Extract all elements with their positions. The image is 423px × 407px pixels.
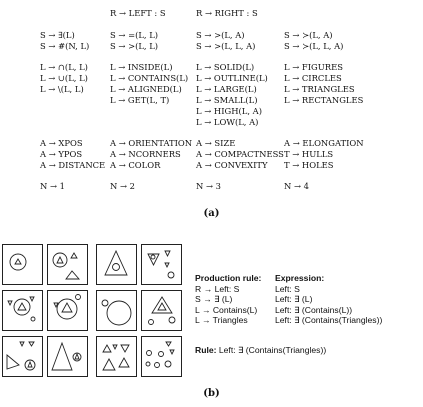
grammar-row (0, 149, 423, 160)
triangle-icon (30, 297, 34, 301)
caption-b: (b) (203, 388, 220, 399)
triangle-icon (20, 342, 24, 346)
right-panel-6 (141, 336, 182, 377)
rule-value: Left: ∃ (Contains(Triangles)) (218, 345, 327, 355)
right-panel-4 (141, 290, 182, 331)
grammar-cell: T → HOLES (284, 160, 334, 170)
circle-icon (146, 362, 150, 366)
grammar-cell: N → 2 (110, 181, 135, 191)
circle-icon (159, 352, 164, 357)
expression: Left: ∃ (Contains(Triangles)) (275, 315, 383, 325)
grammar-row (0, 41, 423, 52)
triangle-icon (57, 257, 63, 263)
final-rule (195, 345, 326, 356)
grammar-cell: A → COMPACTNESS (196, 149, 284, 159)
grammar-cell: L → LOW(L, A) (196, 117, 259, 127)
triangle-icon (29, 342, 34, 346)
triangle-icon (7, 355, 19, 369)
circle-icon (155, 363, 160, 368)
grammar-cell: A → ORIENTATION (110, 138, 193, 148)
grammar-row (0, 8, 423, 19)
triangle-icon (66, 271, 79, 279)
grammar-cell: L → ALIGNED(L) (110, 84, 182, 94)
grammar-row (0, 73, 423, 84)
production-rule: L → Triangles (195, 315, 248, 325)
grammar-cell: N → 1 (40, 181, 65, 191)
grammar-cell: N → 4 (284, 181, 309, 191)
grammar-cell: L → ∩(L, L) (40, 62, 88, 72)
grammar-cell: L → INSIDE(L) (110, 62, 173, 72)
grammar-cell: T → HULLS (284, 149, 334, 159)
triangle-icon (103, 345, 111, 352)
grammar-cell: A → DISTANCE (40, 160, 106, 170)
grammar-cell: S → =(L, L) (110, 30, 159, 40)
grammar-row (0, 181, 423, 192)
left-panel-3 (2, 290, 43, 331)
grammar-cell: S → >(L, A) (196, 30, 245, 40)
grammar-row (0, 138, 423, 149)
grammar-cell: L → GET(L, T) (110, 95, 170, 105)
grammar-cell: L → OUTLINE(L) (196, 73, 268, 83)
grammar-row (0, 106, 423, 117)
circle-icon (14, 299, 30, 315)
grammar-cell: S → >(L, L) (110, 41, 159, 51)
triangle-icon (28, 362, 32, 367)
grammar-cell: L → RECTANGLES (284, 95, 364, 105)
expression: Left: ∃ (Contains(L)) (275, 304, 353, 315)
triangle-icon (103, 359, 115, 370)
triangle-icon (113, 345, 117, 349)
expression-header: Expression: (275, 273, 325, 283)
production-column (195, 273, 261, 326)
expression: Left: ∃ (L) (275, 294, 313, 304)
circle-icon (168, 272, 174, 278)
triangle-icon (62, 303, 72, 312)
left-panel-5 (2, 336, 43, 377)
triangle-icon (105, 251, 127, 275)
circle-icon (151, 255, 155, 259)
grammar-cell: L → CONTAINS(L) (110, 73, 189, 83)
triangle-icon (165, 263, 169, 267)
circle-icon (102, 300, 108, 306)
right-panel-2 (141, 244, 182, 285)
triangle-icon (15, 259, 21, 264)
circle-icon (10, 254, 26, 270)
grammar-cell: A → XPOS (40, 138, 83, 148)
circle-icon (149, 320, 154, 325)
grammar-cell: L → ∪(L, L) (40, 73, 88, 83)
grammar-cell: L → FIGURES (284, 62, 343, 72)
left-panel-1 (2, 244, 43, 285)
grammar-cell: R → LEFT : S (110, 8, 166, 18)
triangle-icon (158, 303, 166, 310)
production-rule: L → Contains(L) (195, 304, 258, 315)
grammar-cell: L → SMALL(L) (196, 95, 258, 105)
grammar-row (0, 62, 423, 73)
triangle-icon (166, 342, 171, 346)
grammar-cell: L → TRIANGLES (284, 84, 355, 94)
grammar-row (0, 117, 423, 128)
grammar-row (0, 30, 423, 41)
circle-icon (113, 264, 120, 271)
grammar-cell: A → NCORNERS (110, 149, 181, 159)
circle-icon (76, 295, 81, 300)
expression: Left: S (275, 283, 300, 294)
right-panel-1 (96, 244, 137, 285)
grammar-row (0, 84, 423, 95)
grammar-cell: A → SIZE (196, 138, 236, 148)
right-panel-3 (96, 290, 137, 331)
grammar-cell: L → CIRCLES (284, 73, 342, 83)
left-panel-6 (47, 336, 88, 377)
circle-icon (107, 301, 131, 325)
grammar-cell: N → 3 (196, 181, 221, 191)
triangle-icon (148, 254, 159, 265)
rule-label: Rule: (195, 345, 217, 355)
circle-icon (147, 351, 152, 356)
grammar-cell: S → ∃(L) (40, 30, 75, 40)
caption-a: (a) (203, 208, 220, 219)
grammar-cell: A → ELONGATION (284, 138, 364, 148)
circle-icon (169, 317, 175, 323)
grammar-cell: S → >(L, L, A) (196, 41, 256, 51)
grammar-row (0, 160, 423, 171)
triangle-icon (152, 297, 172, 313)
triangle-icon (18, 303, 26, 310)
right-panel-5 (96, 336, 137, 377)
circle-icon (57, 299, 77, 319)
grammar-cell: A → CONVEXITY (196, 160, 268, 170)
circle-icon (53, 253, 67, 267)
production-rule: R → Left: S (195, 283, 240, 294)
left-panel-2 (47, 244, 88, 285)
grammar-cell: S → #(N, L) (40, 41, 90, 51)
grammar-cell: L → LARGE(L) (196, 84, 257, 94)
triangle-icon (52, 343, 72, 370)
circle-icon (165, 361, 171, 367)
grammar-cell: R → RIGHT : S (196, 8, 258, 18)
grammar-cell: S → ≻(L, A) (284, 30, 333, 40)
triangle-icon (71, 253, 77, 258)
figure-b (0, 236, 423, 407)
grammar-cell: A → COLOR (110, 160, 161, 170)
triangle-icon (8, 301, 12, 305)
triangle-icon (170, 350, 174, 354)
triangle-icon (119, 358, 129, 367)
expression-column (275, 273, 382, 326)
circle-icon (31, 317, 35, 321)
left-panel-4 (47, 290, 88, 331)
triangle-icon (75, 354, 79, 359)
production-rule: S → ∃ (L) (195, 294, 233, 304)
grammar-cell: L → \(L, L) (40, 84, 84, 94)
grammar-cell: L → SOLID(L) (196, 62, 255, 72)
production-header: Production rule: (195, 273, 262, 283)
triangle-icon (165, 251, 170, 256)
triangle-icon (121, 345, 129, 352)
grammar-row (0, 95, 423, 106)
grammar-cell: S → ≻(L, L, A) (284, 41, 344, 51)
grammar-cell: A → YPOS (40, 149, 83, 159)
grammar-cell: L → HIGH(L, A) (196, 106, 262, 116)
